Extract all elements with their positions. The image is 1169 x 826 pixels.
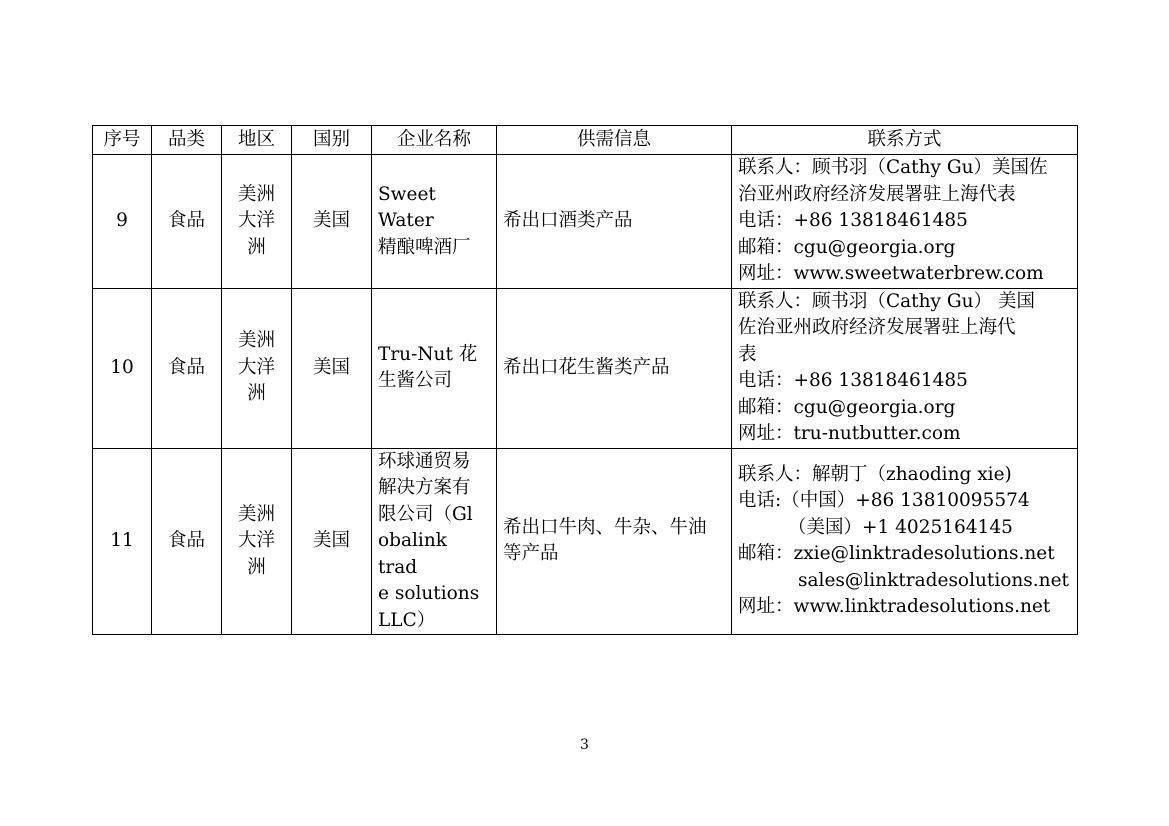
row-no: 11 [93, 448, 152, 635]
region-line: 大洋 [237, 210, 275, 231]
info-line: 希出口牛肉、牛杂、牛油 [503, 516, 707, 538]
contact-website: 网址：www.linktradesolutions.net [738, 596, 1051, 618]
region-line: 大洋 [237, 356, 275, 378]
info-line: 希出口酒类产品 [503, 210, 633, 231]
row-contact [732, 448, 1078, 635]
row-contact [732, 155, 1078, 289]
contact-person-line: 联系人：顾书羽（Cathy Gu） 美国 [738, 290, 1035, 312]
row-country: 美国 [292, 288, 372, 448]
company-line: 限公司（Gl [378, 503, 473, 525]
header-company: 企业名称 [372, 126, 497, 155]
company-line: 环球通贸易 [378, 450, 471, 472]
contact-email-line: sales@linktradesolutions.net [798, 569, 1069, 591]
table-row [93, 155, 1078, 289]
row-region [222, 448, 292, 635]
contact-website: 网址：www.sweetwaterbrew.com [738, 263, 1044, 284]
page-number: 3 [580, 737, 589, 753]
row-category: 食品 [152, 288, 222, 448]
region-line: 美洲 [237, 183, 275, 205]
row-company [372, 155, 497, 289]
header-country: 国别 [292, 126, 372, 155]
header-category: 品类 [152, 126, 222, 155]
info-line: 希出口花生酱类产品 [503, 356, 670, 378]
company-line: 解决方案有 [378, 477, 471, 498]
header-info: 供需信息 [497, 126, 732, 155]
company-line: LLC） [378, 609, 436, 631]
region-line: 洲 [247, 383, 266, 405]
contact-phone-line: 电话：+86 13818461485 [738, 210, 968, 231]
company-line: Tru-Nut 花 [378, 343, 478, 365]
contact-person-line: 治亚州政府经济发展署驻上海代表 [738, 183, 1016, 205]
table-header-row [93, 126, 1078, 155]
row-no: 10 [93, 288, 152, 448]
row-info [497, 288, 732, 448]
company-line: e solutions [378, 583, 480, 604]
row-country: 美国 [292, 448, 372, 635]
contact-email-line: 邮箱：cgu@georgia.org [738, 236, 956, 258]
contact-phone-line: （美国）+1 4025164145 [788, 516, 1013, 538]
region-line: 美洲 [237, 503, 275, 525]
contact-person-line: 佐治亚州政府经济发展署驻上海代 [738, 317, 1016, 338]
company-line: 生酱公司 [378, 370, 453, 391]
row-info [497, 448, 732, 635]
row-company [372, 448, 497, 635]
table-row [93, 448, 1078, 635]
row-country: 美国 [292, 155, 372, 289]
region-line: 大洋 [237, 530, 275, 551]
company-line: 精酿啤酒厂 [378, 236, 471, 258]
header-contact: 联系方式 [732, 126, 1078, 155]
contact-email-line: 邮箱：zxie@linktradesolutions.net [738, 543, 1055, 565]
contact-person-line: 联系人：解朝丁（zhaoding xie) [738, 463, 1012, 485]
contact-person-line: 表 [738, 343, 757, 365]
region-line: 洲 [247, 236, 266, 258]
row-contact [732, 288, 1078, 448]
company-line: Sweet Water [378, 183, 436, 231]
header-no: 序号 [93, 126, 152, 155]
row-region [222, 155, 292, 289]
contact-phone-line: 电话:（中国）+86 13810095574 [738, 490, 1030, 512]
region-line: 洲 [247, 556, 266, 578]
contact-person-line: 联系人：顾书羽（Cathy Gu）美国佐 [738, 157, 1048, 178]
info-line: 等产品 [503, 543, 559, 565]
row-category: 食品 [152, 155, 222, 289]
row-info [497, 155, 732, 289]
row-no: 9 [93, 155, 152, 289]
contact-phone-line: 电话：+86 13818461485 [738, 370, 968, 391]
region-line: 美洲 [237, 330, 275, 352]
header-region: 地区 [222, 126, 292, 155]
row-category: 食品 [152, 448, 222, 635]
table-row [93, 288, 1078, 448]
company-line: obalink trad [378, 530, 447, 578]
contact-email-line: 邮箱：cgu@georgia.org [738, 396, 956, 418]
row-company [372, 288, 497, 448]
row-region [222, 288, 292, 448]
contact-website: 网址：tru-nutbutter.com [738, 423, 961, 444]
supplier-table [92, 125, 1078, 635]
